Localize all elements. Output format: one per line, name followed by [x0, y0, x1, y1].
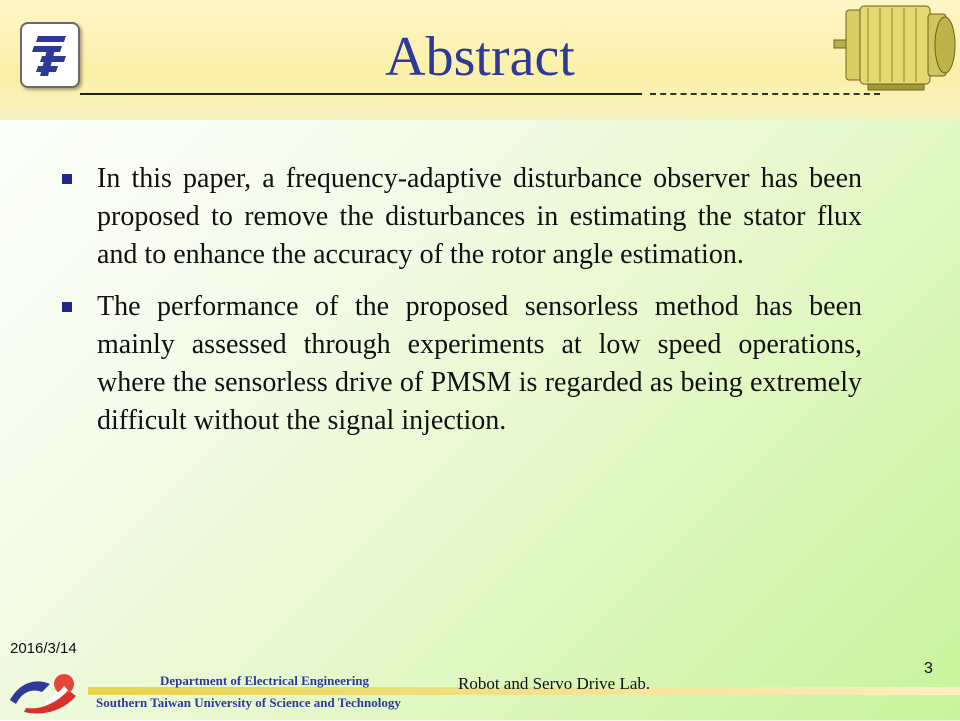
- bullet-item: [62, 160, 862, 274]
- department-name: Department of Electrical Engineering: [160, 673, 370, 688]
- bullet-text: In this paper, a frequency-adaptive disturbance observer has been proposed to remove the disturbances in estimating the stator flux and to enhance the accuracy of the rotor angle estimation.: [97, 163, 862, 270]
- motor-icon: [828, 0, 958, 92]
- bullet-item: [62, 288, 862, 440]
- square-bullet-icon: [62, 302, 72, 312]
- bullet-text: The performance of the proposed sensorless method has been mainly assessed through experiments at low speed operations, where the sensorless drive of PMSM is regarded as being extremely difficult without the signal injection.: [97, 291, 862, 436]
- footer-swirl-logo-icon: [6, 670, 86, 716]
- university-name: Southern Taiwan University of Science and Technology: [96, 695, 401, 710]
- slide-title: Abstract: [385, 26, 575, 88]
- bullet-list: [62, 160, 862, 454]
- page-number: 3: [924, 660, 933, 677]
- square-bullet-icon: [62, 174, 72, 184]
- title-underline: [80, 93, 642, 95]
- title-underline-dashed: [650, 93, 880, 95]
- slide-date: 2016/3/14: [10, 640, 77, 657]
- lab-name: Robot and Servo Drive Lab.: [458, 674, 651, 693]
